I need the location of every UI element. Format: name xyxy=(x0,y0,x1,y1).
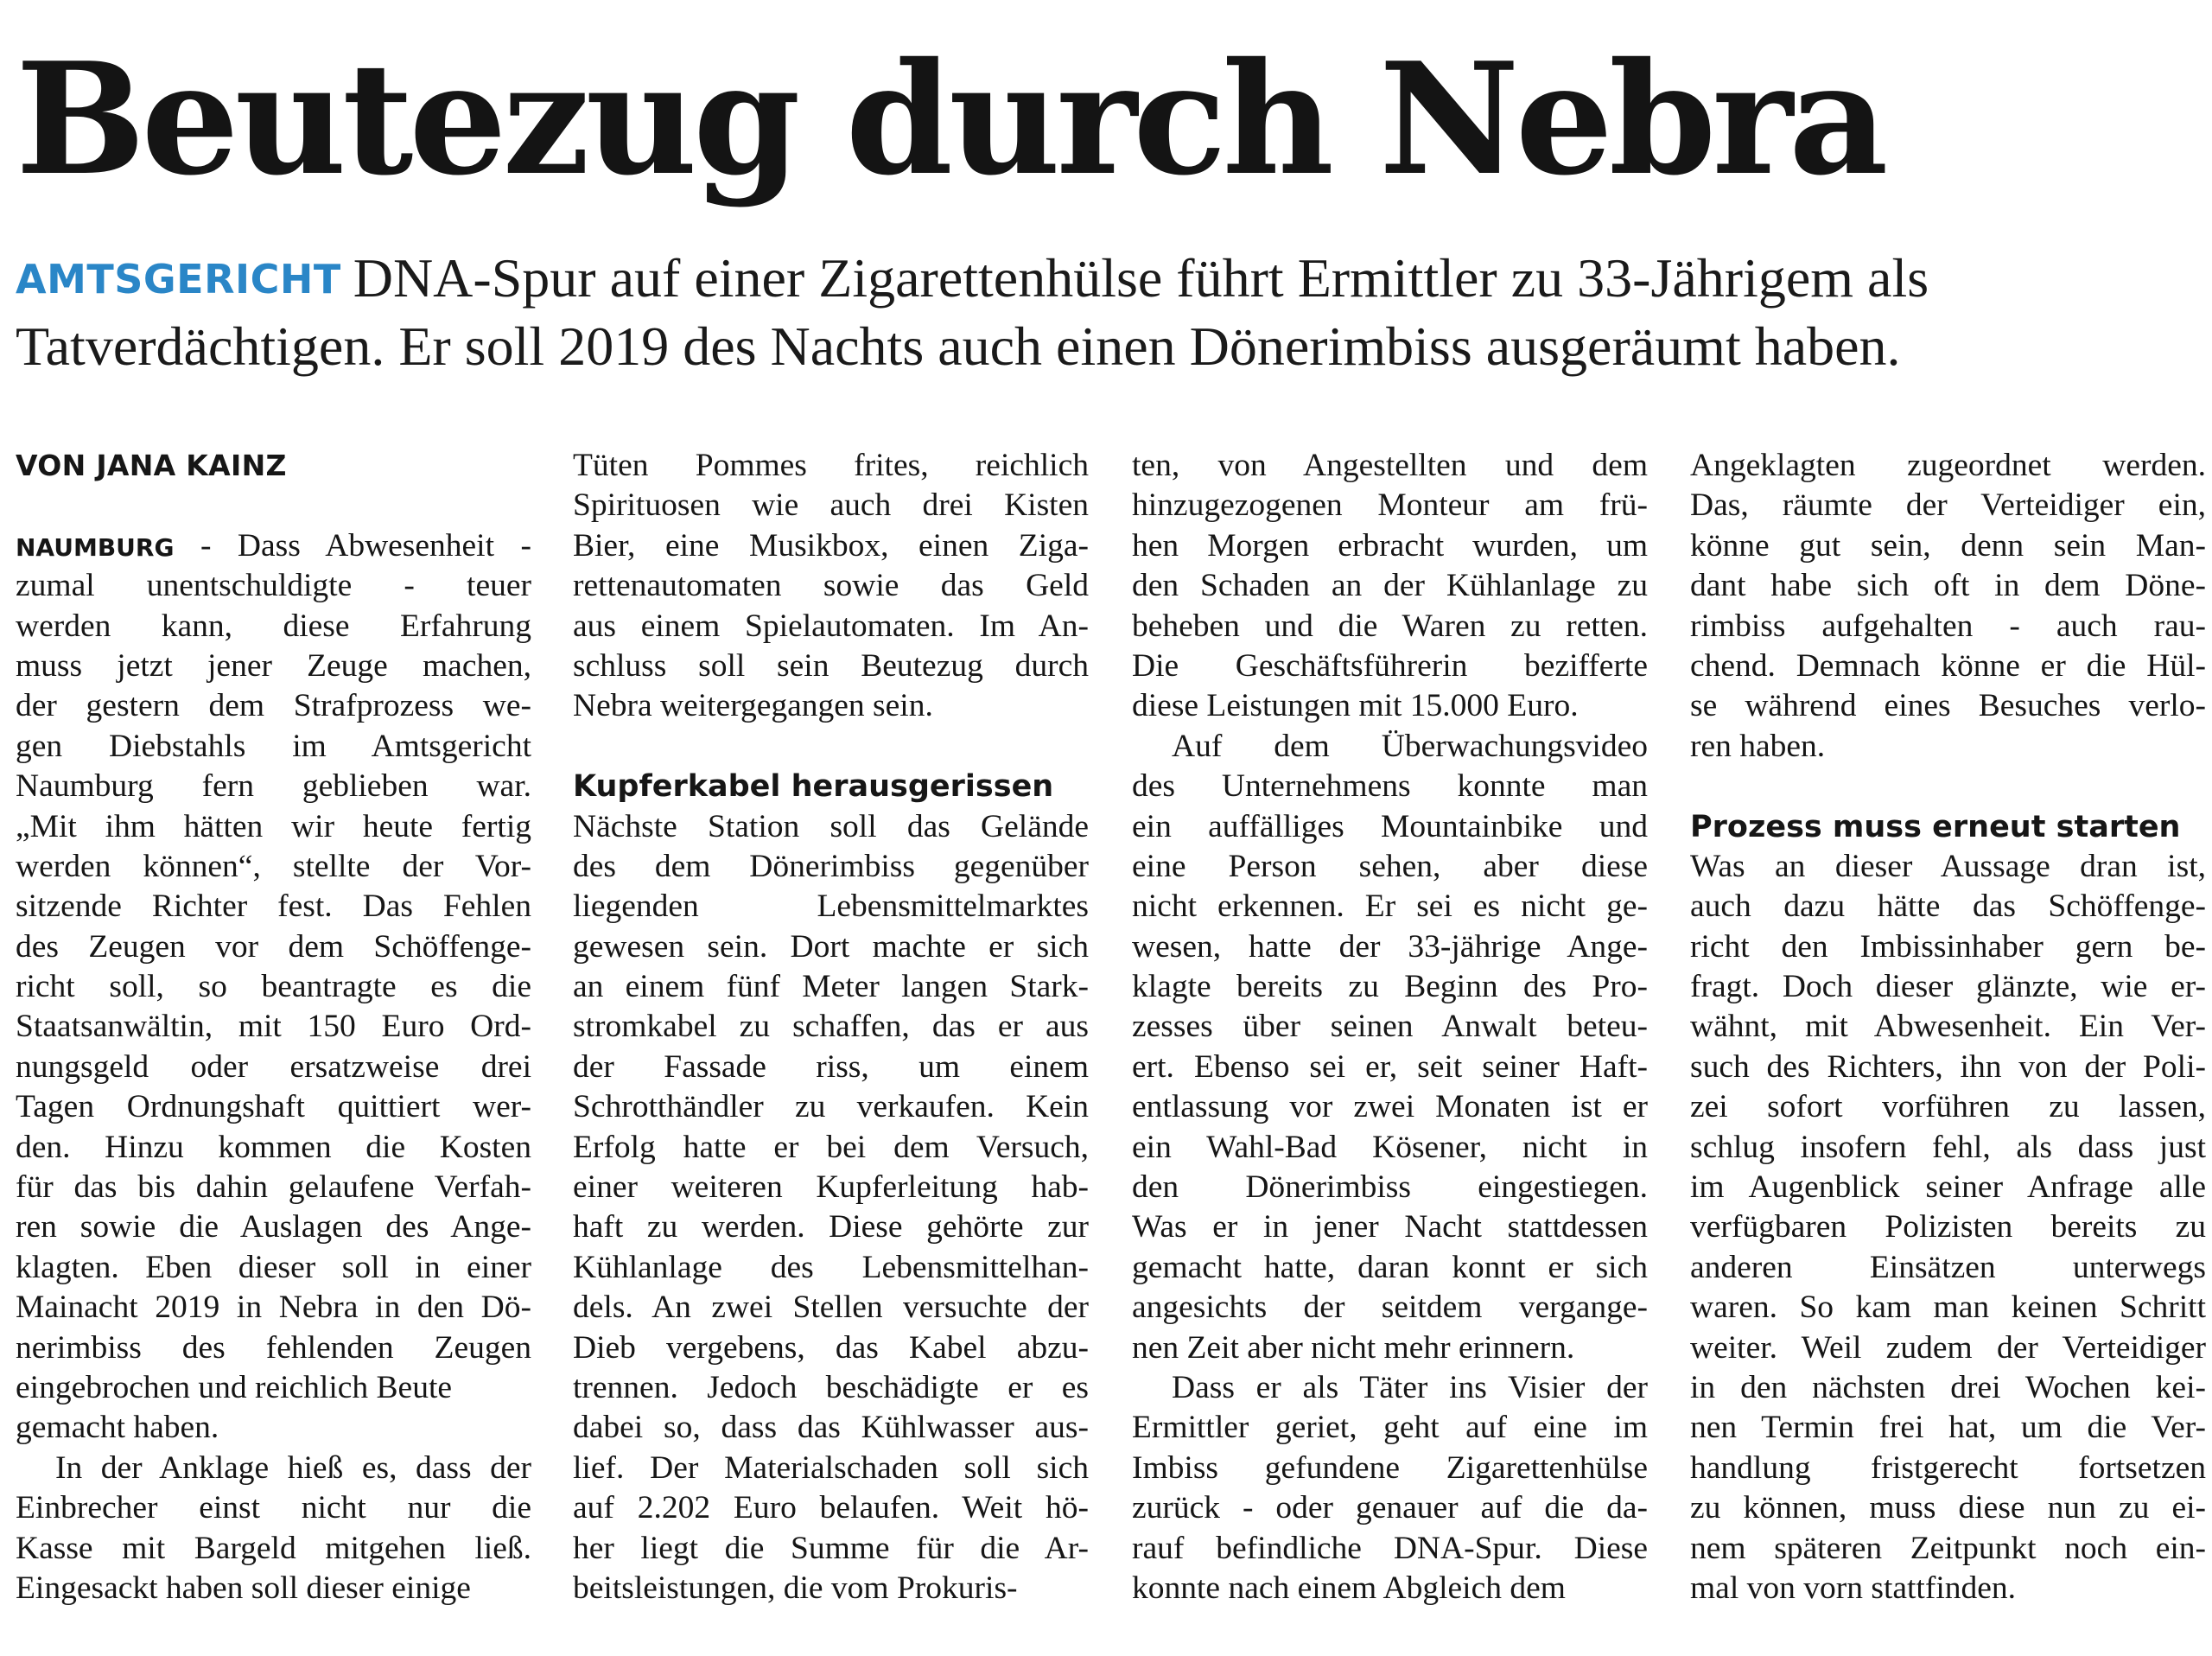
text-line: Imbiss gefundene Zigarettenhülse xyxy=(1132,1449,1648,1486)
column-1-body xyxy=(16,566,531,1608)
column-4 xyxy=(1690,446,2206,1608)
text-line: Was an dieser Aussage dran ist, xyxy=(1690,848,2206,884)
text-line: klagte bereits zu Beginn des Pro- xyxy=(1132,969,1648,1005)
text-line: In der Anklage hieß es, dass der xyxy=(55,1449,531,1486)
text-line: Einbrecher einst nicht nur die xyxy=(16,1490,531,1526)
text-line: hen Morgen erbracht wurden, um xyxy=(1132,527,1648,564)
text-line: waren. So kam man keinen Schritt xyxy=(1690,1290,2206,1326)
text-line: den Schaden an der Kühlanlage zu xyxy=(1132,568,1648,604)
text-line: fragt. Doch dieser glänzte, wie er- xyxy=(1690,969,2206,1005)
text-line: richt den Imbissinhaber gern be- xyxy=(1690,928,2206,965)
text-line: entlassung vor zwei Monaten ist er xyxy=(1132,1089,1648,1125)
text-line: rettenautomaten sowie das Geld xyxy=(573,568,1089,604)
text-line: einer weiteren Kupferleitung hab- xyxy=(573,1169,1089,1206)
text-line: muss jetzt jener Zeuge machen, xyxy=(16,647,531,684)
text-line: haft zu werden. Diese gehörte zur xyxy=(573,1209,1089,1245)
text-line: Tüten Pommes frites, reichlich xyxy=(573,448,1089,483)
text-line: zumal unentschuldigte - teuer xyxy=(16,568,531,604)
text-line: in den nächsten drei Wochen kei- xyxy=(1690,1369,2206,1405)
text-line: des Unternehmens konnte man xyxy=(1132,768,1648,805)
text-line: gemacht hatte, daran konnt er sich xyxy=(1132,1249,1648,1285)
text-line: ein auffälliges Mountainbike und xyxy=(1132,808,1648,844)
lead-text: - Dass Abwesenheit - xyxy=(174,527,531,564)
headline: Beutezug durch Nebra xyxy=(16,29,1885,209)
deck xyxy=(16,245,2193,380)
spacer xyxy=(1690,767,2206,806)
text-line: Auf dem Überwachungsvideo xyxy=(1172,728,1648,764)
text-line: schluss soll sein Beutezug durch xyxy=(573,647,1089,684)
text-line: Eingesackt haben soll dieser einige xyxy=(16,1570,471,1606)
text-line: Bier, eine Musikbox, einen Ziga- xyxy=(573,527,1089,564)
text-line: wesen, hatte der 33-jährige Ange- xyxy=(1132,928,1648,965)
text-line: eingebrochen und reichlich Beute xyxy=(16,1369,453,1405)
column-4-body-b xyxy=(1690,847,2206,1608)
text-line: nungsgeld oder ersatzweise drei xyxy=(16,1048,531,1085)
text-line: eine Person sehen, aber diese xyxy=(1132,848,1648,884)
text-line: an einem fünf Meter langen Stark- xyxy=(573,969,1089,1005)
deck-text-1: DNA-Spur auf einer Zigarettenhülse führt Ermittler zu 33-Jährigem als xyxy=(353,247,1929,309)
text-line: Kasse mit Bargeld mitgehen ließ. xyxy=(16,1530,531,1566)
subhead-prozess: Prozess muss erneut starten xyxy=(1690,809,2181,844)
text-line: nicht erkennen. Er sei es nicht ge- xyxy=(1132,889,1648,925)
text-line: aus einem Spielautomaten. Im An- xyxy=(573,608,1089,644)
text-line: Naumburg fern geblieben war. xyxy=(16,768,531,805)
column-3 xyxy=(1132,446,1648,1608)
column-3-body xyxy=(1132,446,1648,1608)
text-line: mal von vorn stattfinden. xyxy=(1690,1570,2017,1606)
text-line: werden kann, diese Erfahrung xyxy=(16,608,531,644)
text-line: auf 2.202 Euro belaufen. Weit hö- xyxy=(573,1490,1089,1526)
text-line: hinzugezogenen Monteur am frü- xyxy=(1132,487,1648,524)
text-line: für das bis dahin gelaufene Verfah- xyxy=(16,1169,531,1206)
subhead-kupferkabel: Kupferkabel herausgerissen xyxy=(573,769,1054,805)
text-line: der Fassade riss, um einem xyxy=(573,1048,1089,1085)
text-line: trennen. Jedoch beschädigte er es xyxy=(573,1369,1089,1405)
spacer xyxy=(573,727,1089,767)
text-line: gen Diebstahls im Amtsgericht xyxy=(16,728,531,764)
text-line: Spirituosen wie auch drei Kisten xyxy=(573,487,1089,524)
text-line: Nebra weitergegangen sein. xyxy=(573,688,933,724)
text-line: Ermittler geriet, geht auf eine im xyxy=(1132,1410,1648,1446)
dateline: NAUMBURG xyxy=(16,532,175,562)
text-line: anderen Einsätzen unterwegs xyxy=(1690,1249,2206,1285)
text-line: nem späteren Zeitpunkt noch ein- xyxy=(1690,1530,2206,1566)
text-line: Was er in jener Nacht stattdessen xyxy=(1132,1209,1648,1245)
text-line: nen Zeit aber nicht mehr erinnern. xyxy=(1132,1329,1575,1366)
text-line: zei sofort vorführen zu lassen, xyxy=(1690,1089,2206,1125)
text-line: wähnt, mit Abwesenheit. Ein Ver- xyxy=(1690,1009,2206,1045)
text-line: zurück - oder genauer auf die da- xyxy=(1132,1490,1648,1526)
text-line: angesichts der seitdem vergange- xyxy=(1132,1290,1648,1326)
text-line: Dass er als Täter ins Visier der xyxy=(1172,1369,1648,1405)
text-line: lief. Der Materialschaden soll sich xyxy=(573,1449,1089,1486)
spacer xyxy=(16,486,531,525)
lead-line xyxy=(16,526,531,566)
text-line: gewesen sein. Dort machte er sich xyxy=(573,928,1089,965)
text-line: Kühlanlage des Lebensmittelhan- xyxy=(573,1249,1089,1285)
text-line: beitsleistungen, die vom Prokuris- xyxy=(573,1570,1018,1606)
text-line: konnte nach einem Abgleich dem xyxy=(1132,1570,1566,1606)
text-line: Nächste Station soll das Gelände xyxy=(573,808,1089,844)
text-line: des dem Dönerimbiss gegenüber xyxy=(573,848,1089,884)
text-line: auch dazu hätte das Schöffenge- xyxy=(1690,889,2206,925)
text-line: diese Leistungen mit 15.000 Euro. xyxy=(1132,688,1579,724)
text-line: schlug insofern fehl, als dass just xyxy=(1690,1129,2206,1165)
text-line: Tagen Ordnungshaft quittiert wer- xyxy=(16,1089,531,1125)
text-line: dabei so, dass das Kühlwasser aus- xyxy=(573,1410,1089,1446)
text-line: richt soll, so beantragte es die xyxy=(16,969,531,1005)
text-line: zu können, muss diese nun zu ei- xyxy=(1690,1490,2206,1526)
column-2 xyxy=(573,446,1089,1608)
text-line: des Zeugen vor dem Schöffenge- xyxy=(16,928,531,965)
text-line: handlung fristgerecht fortsetzen xyxy=(1690,1449,2206,1486)
text-line: Das, räumte der Verteidiger ein, xyxy=(1690,487,2206,524)
text-line: stromkabel zu schaffen, das er aus xyxy=(573,1009,1089,1045)
text-line: Mainacht 2019 in Nebra in den Dö- xyxy=(16,1290,531,1326)
text-line: Erfolg hatte er bei dem Versuch, xyxy=(573,1129,1089,1165)
text-line: gemacht haben. xyxy=(16,1410,219,1446)
text-line: klagten. Eben dieser soll in einer xyxy=(16,1249,531,1285)
column-2-body-a xyxy=(573,446,1089,727)
text-line: Staatsanwältin, mit 150 Euro Ord- xyxy=(16,1009,531,1045)
text-line: den. Hinzu kommen die Kosten xyxy=(16,1129,531,1165)
text-line: beheben und die Waren zu retten. xyxy=(1132,608,1648,644)
text-line: nerimbiss des fehlenden Zeugen xyxy=(16,1329,531,1366)
text-line: „Mit ihm hätten wir heute fertig xyxy=(16,808,531,844)
text-line: ten, von Angestellten und dem xyxy=(1132,448,1648,483)
text-line: Angeklagten zugeordnet werden. xyxy=(1690,448,2206,483)
text-line: Schrotthändler zu verkaufen. Kein xyxy=(573,1089,1089,1125)
text-line: Dieb vergebens, das Kabel abzu- xyxy=(573,1329,1089,1366)
text-line: Die Geschäftsführerin bezifferte xyxy=(1132,647,1648,684)
text-line: liegenden Lebensmittelmarktes xyxy=(573,889,1089,925)
text-line: der gestern dem Strafprozess we- xyxy=(16,688,531,724)
kicker: AMTSGERICHT xyxy=(16,256,341,303)
text-line: her liegt die Summe für die Ar- xyxy=(573,1530,1089,1566)
deck-line-2: Tatverdächtigen. Er soll 2019 des Nachts auch einen Dönerimbiss ausgeräumt haben. xyxy=(16,315,1901,377)
text-line: rauf befindliche DNA-Spur. Diese xyxy=(1132,1530,1648,1566)
text-line: könne gut sein, denn sein Man- xyxy=(1690,527,2206,564)
text-line: chend. Demnach könne er die Hül- xyxy=(1690,647,2206,684)
text-line: den Dönerimbiss eingestiegen. xyxy=(1132,1169,1648,1206)
text-line: dels. An zwei Stellen versuchte der xyxy=(573,1290,1089,1326)
deck-line-1 xyxy=(16,245,2193,313)
column-2-body-b xyxy=(573,807,1089,1609)
column-1 xyxy=(16,446,531,1608)
text-line: verfügbaren Polizisten bereits zu xyxy=(1690,1209,2206,1245)
text-line: ert. Ebenso sei er, seit seiner Haft- xyxy=(1132,1048,1648,1085)
text-line: ren sowie die Auslagen des Ange- xyxy=(16,1209,531,1245)
text-line: rimbiss aufgehalten - auch rau- xyxy=(1690,608,2206,644)
text-line: such des Richters, ihn von der Poli- xyxy=(1690,1048,2206,1085)
text-line: nen Termin frei hat, um die Ver- xyxy=(1690,1410,2206,1446)
text-line: zesses über seinen Anwalt beteu- xyxy=(1132,1009,1648,1045)
text-line: im Augenblick seiner Anfrage alle xyxy=(1690,1169,2206,1206)
text-line: ein Wahl-Bad Kösener, nicht in xyxy=(1132,1129,1648,1165)
text-line: dant habe sich oft in dem Döne- xyxy=(1690,568,2206,604)
byline: VON JANA KAINZ xyxy=(16,449,287,482)
text-line: sitzende Richter fest. Das Fehlen xyxy=(16,889,531,925)
column-4-body-a xyxy=(1690,446,2206,767)
text-line: weiter. Weil zudem der Verteidiger xyxy=(1690,1329,2206,1366)
text-line: werden können“, stellte der Vor- xyxy=(16,848,531,884)
text-line: se während eines Besuches verlo- xyxy=(1690,688,2206,724)
text-line: ren haben. xyxy=(1690,728,1826,764)
